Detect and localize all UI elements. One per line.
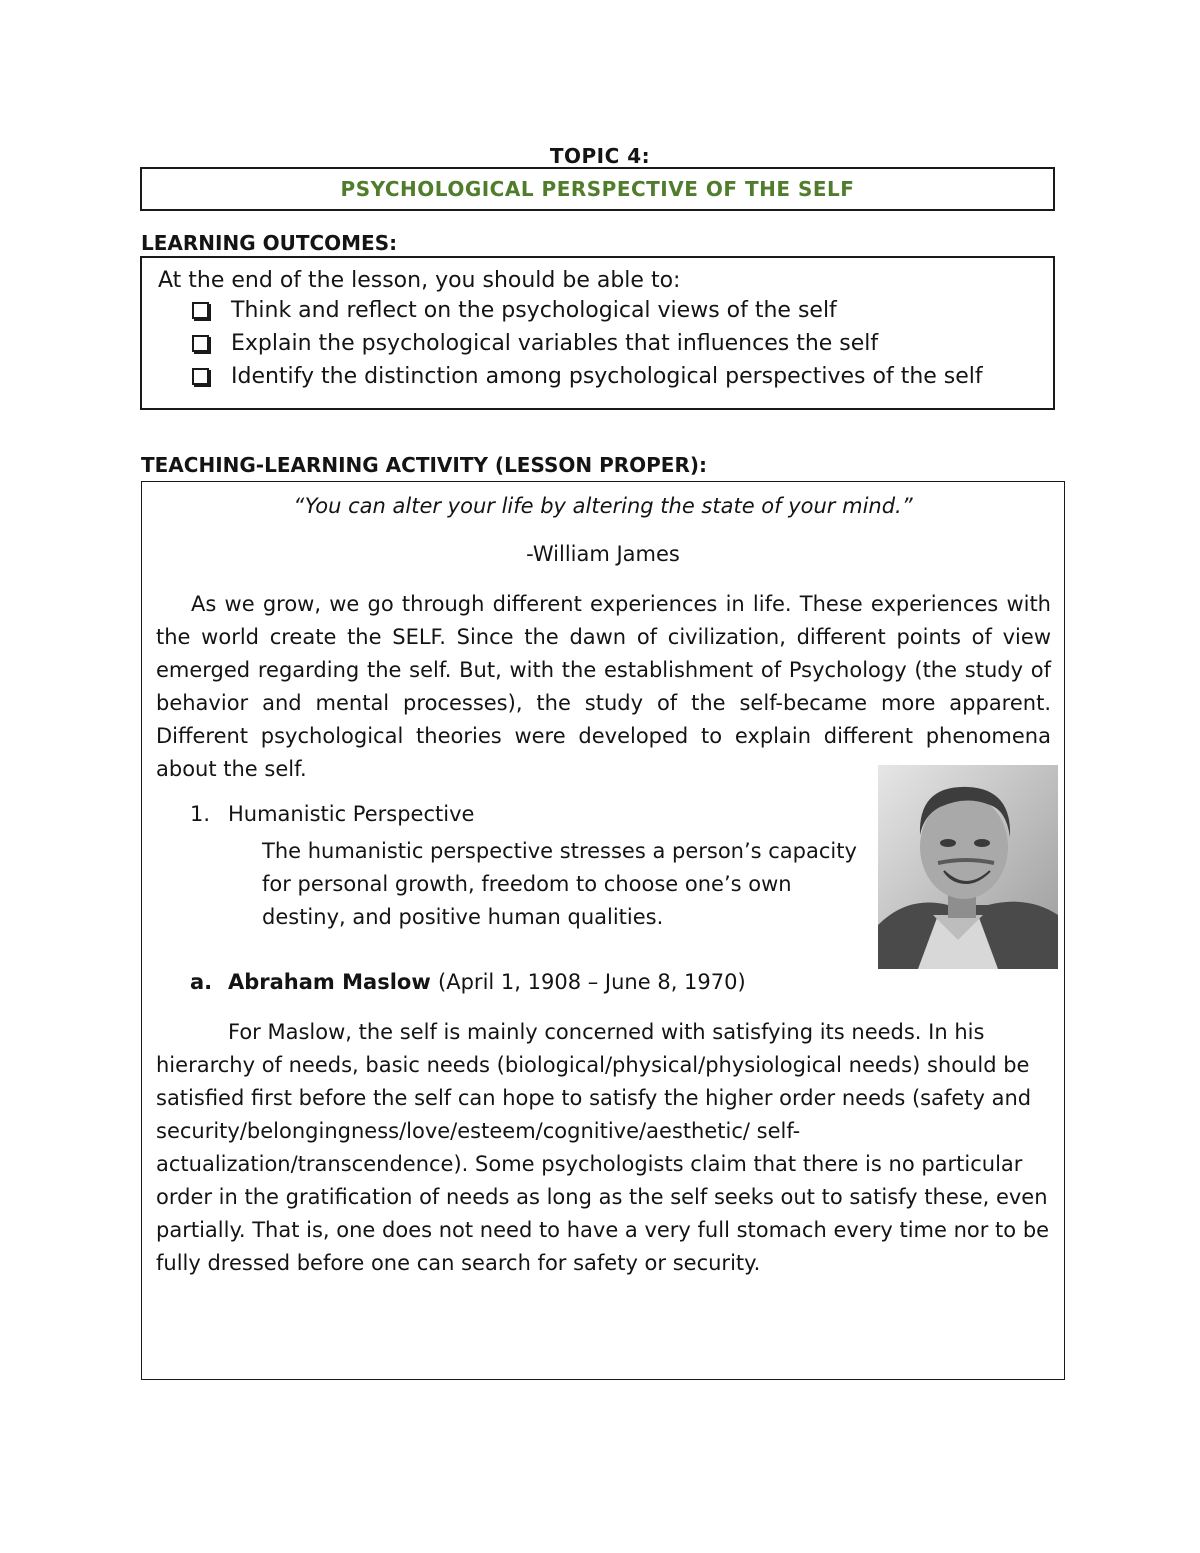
list-item (192, 298, 837, 323)
learning-outcomes-intro: At the end of the lesson, you should be able to: (158, 268, 681, 293)
maslow-photo (878, 765, 1058, 969)
checkbox-bullet-icon (192, 335, 209, 352)
perspective-description: The humanistic perspective stresses a person’s capacity for personal growth, freedom to choose one’s own destiny, and positive human qualities. (262, 839, 857, 929)
theorist-dates: (April 1, 1908 – June 8, 1970) (438, 970, 746, 994)
checkbox-bullet-icon (192, 368, 209, 385)
outcome-text: Identify the distinction among psychological perspectives of the self (231, 364, 983, 389)
lesson-box (141, 481, 1065, 1380)
outcome-text: Explain the psychological variables that influences the self (231, 331, 879, 356)
checkbox-bullet-icon (192, 302, 209, 319)
learning-outcomes-box (140, 256, 1055, 410)
intro-paragraph-text: As we grow, we go through different experiences in life. These experiences with the world create the SELF. Since the dawn of civilization, different points of view emerged regarding the self. But, with the establishment of Psychology (the study of behavior and mental processes), the study of the self-became more apparent. Different psychological theories were developed to explain different phenomena about the self. (156, 592, 1051, 781)
perspective-number: 1. (190, 802, 211, 826)
learning-outcomes-heading: LEARNING OUTCOMES: (141, 231, 398, 255)
theorist-letter: a. (190, 970, 213, 994)
perspective-title: Humanistic Perspective (228, 802, 475, 826)
theorist-paragraph (156, 1016, 1051, 1280)
title-box (140, 167, 1055, 211)
quote-author: -William James (526, 542, 680, 566)
theorist-heading (228, 970, 746, 994)
theorist-name: Abraham Maslow (228, 970, 431, 994)
topic-label: TOPIC 4: (549, 144, 651, 168)
intro-paragraph (156, 588, 1051, 786)
list-item (192, 364, 983, 389)
list-item (192, 331, 878, 356)
page-title: PSYCHOLOGICAL PERSPECTIVE OF THE SELF (340, 177, 855, 201)
theorist-paragraph-text: For Maslow, the self is mainly concerned with satisfying its needs. In his hierarchy of needs, basic needs (biological/physical/physiological needs) should be satisfied first before the self can hope to satisfy the higher order needs (safety and security/belongingness/love/esteem/cognitive/aesthetic/ self-actualization/transcendence). Some psychologists claim that there is no particular order in the gratification of needs as long as the self seeks out to satisfy these, even partially. That is, one does not need to have a very full stomach every time nor to be fully dressed before one can search for safety or security. (156, 1020, 1050, 1275)
outcome-text: Think and reflect on the psychological views of the self (231, 298, 837, 323)
quote: “You can alter your life by altering the state of your mind.” (293, 494, 913, 518)
lesson-heading: TEACHING-LEARNING ACTIVITY (LESSON PROPER): (141, 453, 708, 477)
